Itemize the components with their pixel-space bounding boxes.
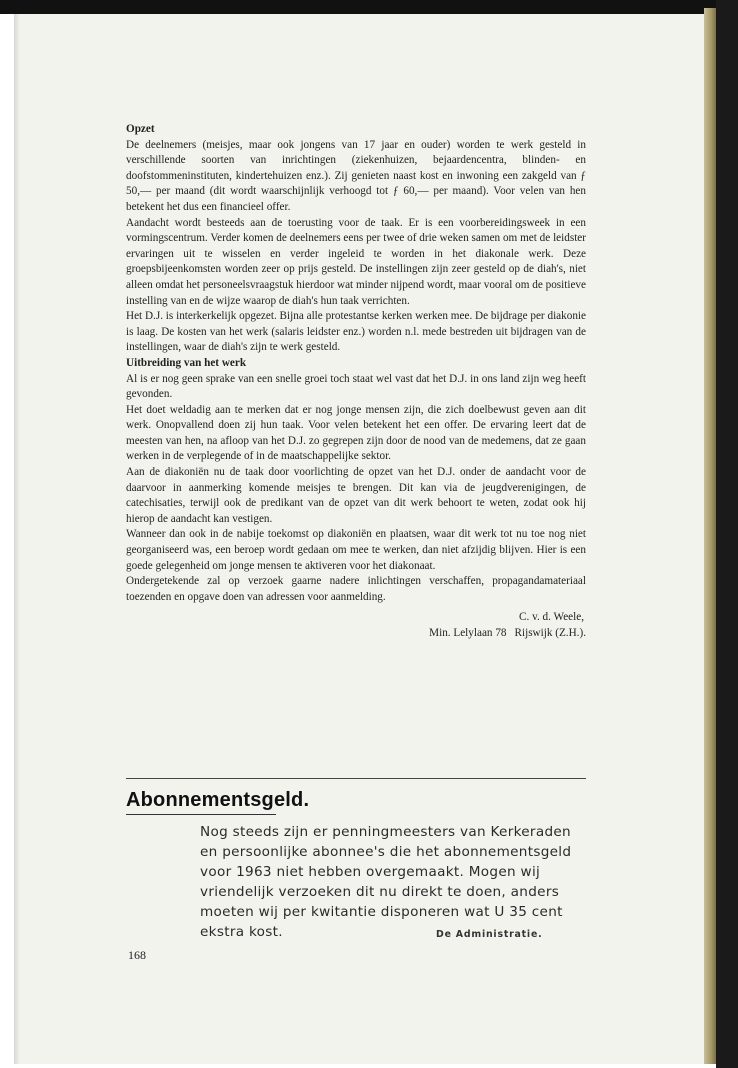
page-number: 168 xyxy=(128,948,146,962)
paragraph: Al is er nog geen sprake van een snelle groei toch staat wel vast dat het D.J. in ons land zijn weg heeft gevonden. xyxy=(126,372,586,401)
paragraph: Aan de diakoniën nu de taak door voorlichting de opzet van het D.J. onder de aandacht voor de daarvoor in aanmerking komende meisjes te brengen. Dit kan via de jeugdverenigingen, de catechisaties, terwijl ook de predikant van de opzet van dit werk behoort te weten, zodat ook hij hierop de aandacht kan vestigen. xyxy=(126,466,586,525)
abonnement-title: Abonnementsgeld. xyxy=(126,789,310,811)
binding-spine xyxy=(704,8,716,1064)
signature-name: C. v. d. Weele, xyxy=(519,611,584,624)
paragraph: Het doet weldadig aan te merken dat er nog jonge mensen zijn, die zich doelbewust geven aan dit werk. Onopvallend doen zij hun taak. Voor velen betekent het een offer. De ervaring leert dat de meesten van hen, na afloop van het D.J. zo gegrepen zijn door de nood van de medemens, dat ze gaan werken in de verplegende of in de maatschappelijke sektor. xyxy=(126,403,586,463)
article-content xyxy=(126,122,586,642)
section-heading-uitbreiding: Uitbreiding van het werk xyxy=(126,356,247,369)
section-divider xyxy=(126,778,586,779)
scan-right-border xyxy=(716,0,738,1068)
paragraph: Wanneer dan ook in de nabije toekomst op diakoniën en plaatsen, waar dit werk tot nu toe nog niet georganiseerd was, een beroep wordt gedaan om mee te werken, dan niet afzijdig blijven. Hier is een goede gelegenheid om jonge mensen te aktiveren voor het diakonaat. xyxy=(126,528,586,572)
abonnement-title-underline xyxy=(126,814,276,815)
signature-city: Rijswijk (Z.H.). xyxy=(514,627,586,639)
paragraph: Ondergetekende zal op verzoek gaarne nadere inlichtingen verschaffen, propagandamateriaal toezenden en opgave doen van adressen voor aanmelding. xyxy=(126,575,586,603)
author-signature xyxy=(126,610,586,641)
signature-address xyxy=(126,626,586,642)
paragraph: Het D.J. is interkerkelijk opgezet. Bijna alle protestantse kerken werken mee. De bijdrage per diakonie is laag. De kosten van het werk (salaris leidster enz.) worden n.l. mede bestreden uit bijdragen van de instellingen, waar de diah's zijn te werk gesteld. xyxy=(126,310,586,354)
signature-street: Min. Lelylaan 78 xyxy=(429,627,507,639)
paragraph: Aandacht wordt besteeds aan de toerusting voor de taak. Er is een voorbereidingsweek in een vormingscentrum. Verder komen de deelnemers eens per twee of drie weken samen om met de leidster ervaringen uit te wisselen en verder ingeleid te worden in het diakonale werk. Deze groepsbijeenkomsten worden zeer op prijs gesteld. De instellingen zijn zeer gesteld op de diah's, niet alleen omdat het personeelsvraagstuk hierdoor wat minder nijpend wordt, maar vooral om de positieve instelling van en de wijze waarop de diah's hun taak verrichten. xyxy=(126,216,586,307)
paragraph: De deelnemers (meisjes, maar ook jongens van 17 jaar en ouder) worden te werk gesteld in verschillende soorten van inrichtingen (ziekenhuizen, bejaardencentra, blinden- en doofstommeninstituten, kindertehuizen enz.). Zij genieten naast kost en inwoning een zakgeld van ƒ 50,— per maand (dit wordt waarschijnlijk verhoogd tot ƒ 60,— per maand). Voor velen van hen betekent het dus een financieel offer. xyxy=(126,138,586,213)
scan-top-border xyxy=(0,0,738,14)
section-heading-opzet: Opzet xyxy=(126,123,155,135)
abonnement-signature: De Administratie. xyxy=(436,929,543,940)
abonnement-notice: Nog steeds zijn er penningmeesters van Kerkeraden en persoonlijke abonnee's die het abonnementsgeld voor 1963 niet hebben overgemaakt. Mogen wij vriendelijk verzoeken dit nu direkt te doen, anders moeten wij per kwitantie disponeren wat U 35 cent ekstra kost. xyxy=(200,824,572,940)
